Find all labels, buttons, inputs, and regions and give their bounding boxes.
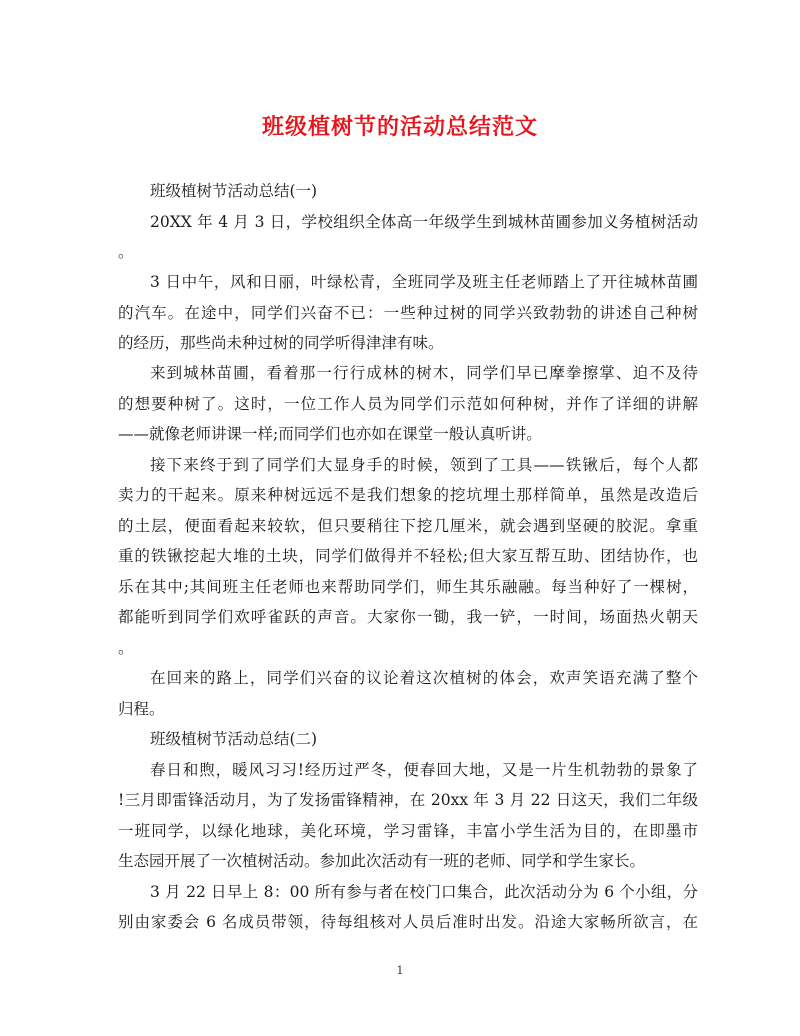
document-title: 班级植树节的活动总结范文 — [261, 114, 538, 140]
paragraph-line: 。 — [118, 639, 134, 657]
paragraph-line: 卖力的干起来。原来种树远远不是我们想象的挖坑埋土那样简单，虽然是改造后 — [118, 486, 698, 504]
paragraph-line: ——就像老师讲课一样;而同学们也亦如在课堂一般认真听讲。 — [118, 425, 542, 443]
paragraph-line: 生态园开展了一次植树活动。参加此次活动有一班的老师、同学和学生家长。 — [118, 852, 646, 870]
paragraph-line: 乐在其中;其间班主任老师也来帮助同学们，师生其乐融融。每当种好了一棵树， — [118, 578, 698, 596]
paragraph-line: 3 日中午，风和日丽，叶绿松青，全班同学及班主任老师踏上了开往城林苗圃 — [150, 273, 698, 291]
paragraph-line: 接下来终于到了同学们大显身手的时候，领到了工具——铁锹后，每个人都 — [150, 456, 698, 474]
paragraph-line: 春日和煦，暖风习习!经历过严冬，便春回大地，又是一片生机勃勃的景象了 — [150, 761, 698, 779]
paragraph-line: 一班同学，以绿化地球，美化环境，学习雷锋，丰富小学生活为目的，在即墨市 — [118, 822, 698, 840]
paragraph-line: 的土层，便面看起来较软，但只要稍往下挖几厘米，就会遇到坚硬的胶泥。拿重 — [118, 517, 698, 535]
paragraph-line: 的汽车。在途中，同学们兴奋不已：一些种过树的同学兴致勃勃的讲述自己种树 — [118, 304, 698, 322]
paragraph-line: 3 月 22 日早上 8：00 所有参与者在校门口集合，此次活动分为 6 个小组，分 — [150, 883, 698, 901]
paragraph-line: 在回来的路上，同学们兴奋的议论着这次植树的体会，欢声笑语充满了整个 — [150, 669, 698, 687]
paragraph-line: 20XX 年 4 月 3 日，学校组织全体高一年级学生到城林苗圃参加义务植树活动 — [150, 213, 698, 231]
paragraph-line: !三月即雷锋活动月，为了发扬雷锋精神，在 20xx 年 3 月 22 日这天，我们二年级 — [118, 791, 698, 809]
section-heading-1: 班级植树节活动总结(一) — [150, 182, 318, 200]
page-number: 1 — [396, 964, 404, 977]
paragraph-line: 都能听到同学们欢呼雀跃的声音。大家你一锄，我一铲，一时间，场面热火朝天 — [118, 608, 698, 626]
paragraph-line: 的想要种树了。这时，一位工作人员为同学们示范如何种树，并作了详细的讲解 — [118, 395, 698, 413]
paragraph-line: 。 — [118, 243, 134, 261]
paragraph-line: 归程。 — [118, 700, 165, 718]
paragraph-line: 的经历，那些尚未种过树的同学听得津津有味。 — [118, 334, 444, 352]
paragraph-line: 来到城林苗圃，看着那一行行成林的树木，同学们早已摩拳擦掌、迫不及待 — [150, 364, 698, 382]
paragraph-line: 重的铁锹挖起大堆的土块，同学们做得并不轻松;但大家互帮互助、团结协作，也 — [118, 547, 698, 565]
paragraph-line: 别由家委会 6 名成员带领，待每组核对人员后准时出发。沿途大家畅所欲言，在 — [118, 913, 698, 931]
section-heading-2: 班级植树节活动总结(二) — [150, 730, 318, 748]
